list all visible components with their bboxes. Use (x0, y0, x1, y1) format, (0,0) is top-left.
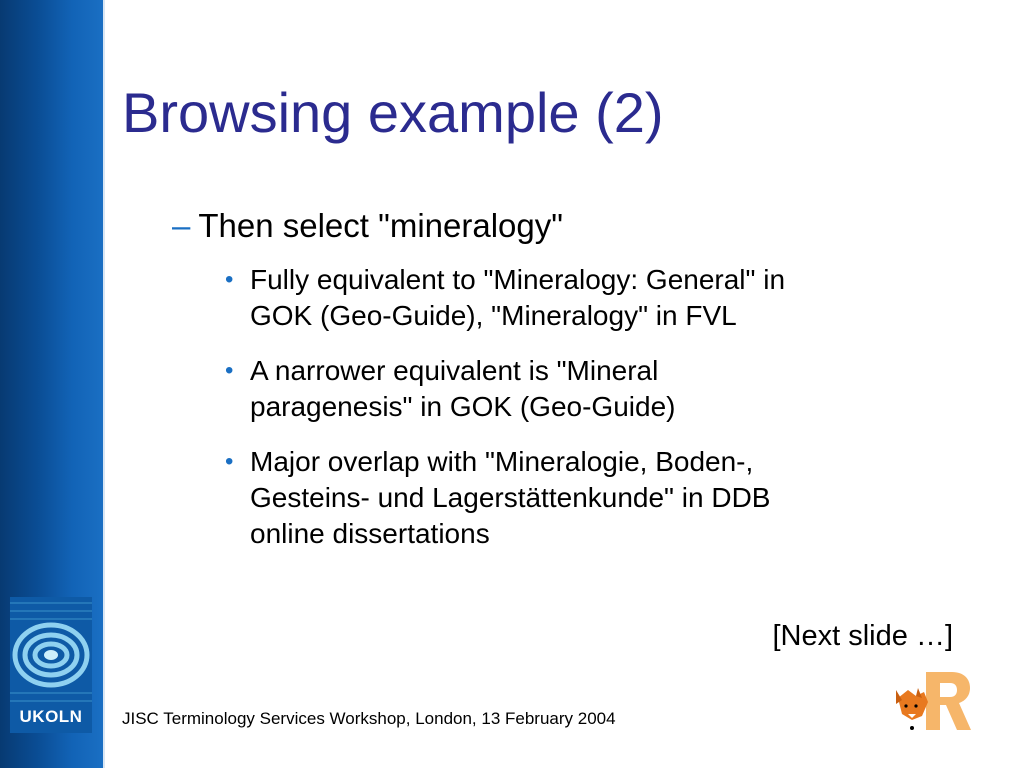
bullet-line: Gesteins- und Lagerstättenkunde" in DDB (250, 482, 771, 513)
sidebar-divider (103, 0, 105, 768)
bullet-line: GOK (Geo-Guide), "Mineralogy" in FVL (250, 300, 737, 331)
ukoln-logo (10, 597, 92, 733)
bullet-line: A narrower equivalent is "Mineral (250, 355, 659, 386)
eye-icon (10, 597, 92, 707)
next-slide-note: [Next slide …] (772, 620, 953, 652)
bullet-line: Fully equivalent to "Mineralogy: General" in (250, 264, 786, 295)
bullet-item (225, 444, 915, 552)
bullet-line: online dissertations (250, 518, 490, 549)
bullet-line: paragenesis" in GOK (Geo-Guide) (250, 391, 676, 422)
bullet-item (225, 262, 915, 334)
slide-title: Browsing example (2) (122, 81, 664, 144)
bullet-line: Major overlap with "Mineralogie, Boden-, (250, 446, 754, 477)
level1-text: Then select "mineralogy" (198, 207, 563, 244)
bullet-item (225, 353, 915, 425)
bullet-marker: • (225, 266, 234, 293)
footer-text: JISC Terminology Services Workshop, London, 13 February 2004 (122, 709, 616, 728)
bullet-marker: • (225, 448, 234, 475)
ukoln-label: UKOLN (19, 707, 83, 726)
bullet-marker: • (225, 357, 234, 384)
fox-r-icon (892, 668, 972, 734)
level1-item (172, 207, 563, 245)
dash-marker: – (172, 207, 191, 244)
